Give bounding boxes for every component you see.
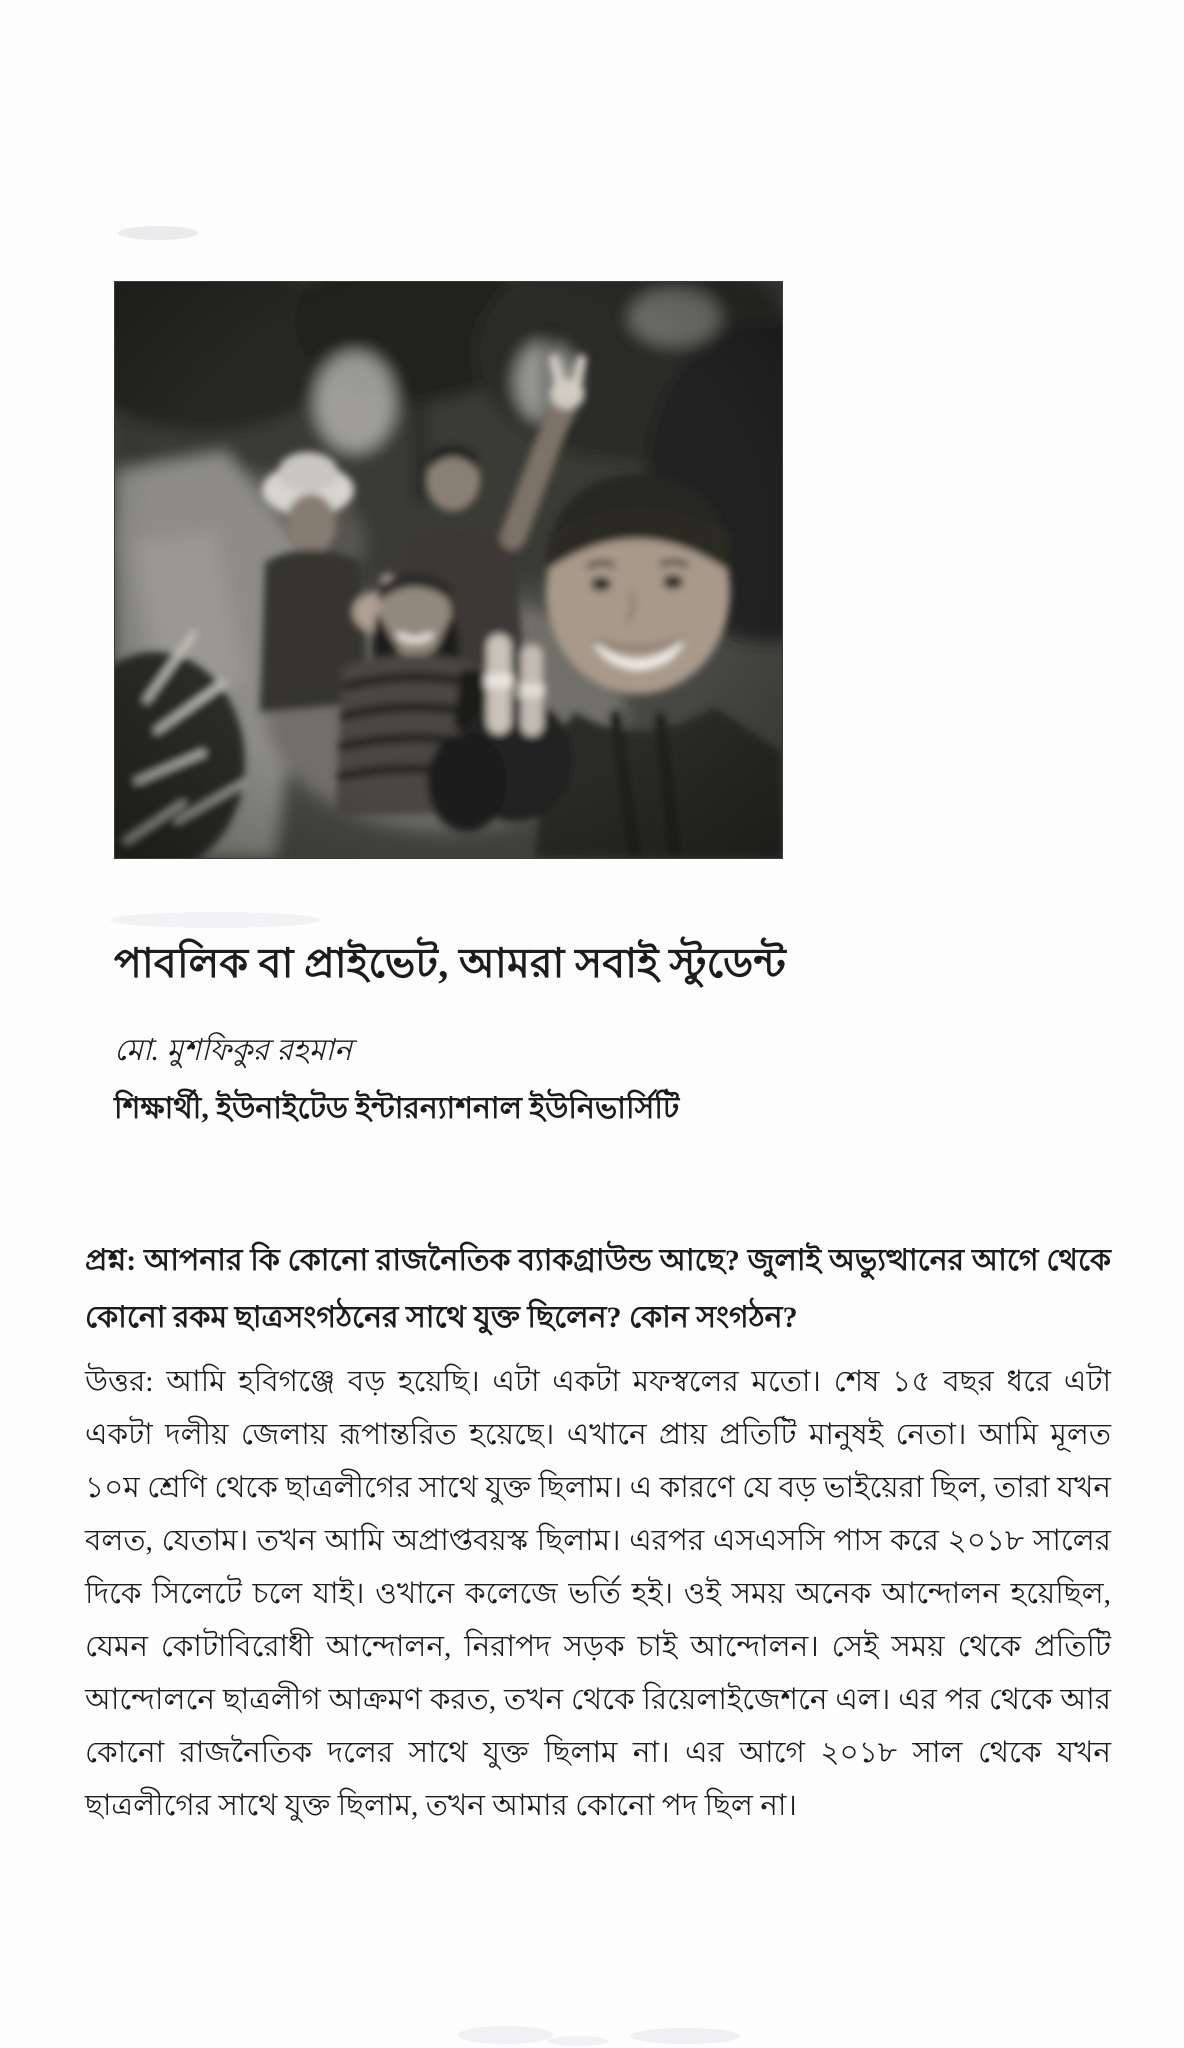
group-selfie-photo bbox=[115, 282, 782, 858]
article-title: পাবলিক বা প্রাইভেট, আমরা সবাই স্টুডেন্ট bbox=[114, 940, 786, 986]
answer-label: উত্তর: bbox=[85, 1366, 167, 1398]
question-paragraph bbox=[85, 1232, 1111, 1346]
question-label: প্রশ্ন: bbox=[85, 1244, 145, 1277]
question-text: আপনার কি কোনো রাজনৈতিক ব্যাকগ্রাউন্ড আছে? জুলাই অভ্যুত্থানের আগে থেকে কোনো রকম ছাত্রসংগঠনের সাথে যুক্ত ছিলেন? কোন সংগঠন? bbox=[85, 1244, 1111, 1334]
answer-paragraph bbox=[85, 1356, 1111, 1833]
scan-smudge bbox=[548, 2036, 608, 2046]
article-byline: মো. মুশফিকুর রহমান bbox=[114, 1034, 352, 1067]
scan-smudge bbox=[110, 912, 320, 928]
scan-smudge bbox=[630, 2028, 740, 2044]
scan-smudge bbox=[118, 226, 198, 240]
scan-smudge bbox=[458, 2026, 553, 2044]
answer-text: আমি হবিগঞ্জে বড় হয়েছি। এটা একটা মফস্বলের মতো। শেষ ১৫ বছর ধরে এটা একটা দলীয় জেলায় রূপান্তরিত হয়েছে। এখানে প্রায় প্রতিটি মানুষই নেতা। আমি মূলত ১০ম শ্রেণি থেকে ছাত্রলীগের সাথে যুক্ত ছিলাম। এ কারণে যে বড় ভাইয়েরা ছিল, তারা যখন বলত, যেতাম। তখন আমি অপ্রাপ্তবয়স্ক ছিলাম। এরপর এসএসসি পাস করে ২০১৮ সালের দিকে সিলেটে চলে যাই। ওখানে কলেজে ভর্তি হই। ওই সময় অনেক আন্দোলন হয়েছিল, যেমন কোটাবিরোধী আন্দোলন, নিরাপদ সড়ক চাই আন্দোলন। সেই সময় থেকে প্রতিটি আন্দোলনে ছাত্রলীগ আক্রমণ করত, তখন থেকে রিয়েলাইজেশনে এল। এর পর থেকে আর কোনো রাজনৈতিক দলের সাথে যুক্ত ছিলাম না। এর আগে ২০১৮ সাল থেকে যখন ছাত্রলীগের সাথে যুক্ত ছিলাম, তখন আমার কোনো পদ ছিল না। bbox=[85, 1366, 1111, 1822]
article-affiliation: শিক্ষার্থী, ইউনাইটেড ইন্টারন্যাশনাল ইউনিভার্সিটি bbox=[114, 1092, 680, 1125]
photo-scene-illustration bbox=[115, 282, 782, 858]
